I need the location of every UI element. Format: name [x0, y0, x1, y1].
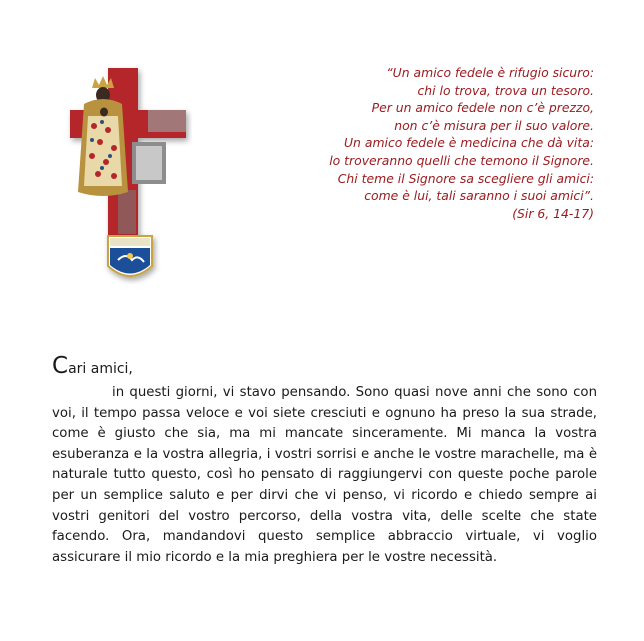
- quote-line: Per un amico fedele non c’è prezzo,: [371, 100, 594, 116]
- letter-body: in questi giorni, vi stavo pensando. Sono quasi nove anni che sono con voi, il tempo passa veloce e voi siete cresciuti e ognuno ha preso la sua strade, come è giusto che sia, ma mi mancate sinceramente. Mi manca la vostra esuberanza e la vostra allegria, i vostri sorrisi e anche le vostre marachelle, ma è naturale tutto questo, così ho pensato di raggiungervi con queste poche parole per un semplice saluto e per dirvi che vi penso, vi ricordo e chiedo sempre ai vostri genitori del vostro percorso, della vostra vita, delle scelte che state facendo. Ora, mandandovi questo semplice abbraccio virtuale, vi voglio assicurare il mio ricordo e la mia preghiera per le vostre necessità.: [52, 385, 597, 565]
- scripture-quote: [274, 64, 594, 222]
- quote-line: “Un amico fedele è rifugio sicuro:: [386, 65, 594, 80]
- quote-line: chi lo trova, trova un tesoro.: [417, 82, 594, 98]
- letter-salutation: [52, 353, 597, 379]
- quote-line: Chi teme il Signore sa scegliere gli amici:: [337, 170, 594, 186]
- quote-line: non c’è misura per il suo valore.: [394, 117, 594, 133]
- quote-reference: (Sir 6, 14-17): [512, 205, 594, 221]
- salutation-initial: C: [52, 353, 69, 379]
- letter: [52, 353, 597, 568]
- cross-logo-icon: [62, 60, 192, 292]
- quote-line: Un amico fedele è medicina che dà vita:: [343, 135, 594, 151]
- cross-madonna-logo: [62, 60, 192, 292]
- quote-line: come è lui, tali saranno i suoi amici”.: [364, 188, 594, 204]
- salutation-text: ari amici,: [68, 361, 133, 377]
- quote-line: lo troveranno quelli che temono il Signore.: [329, 152, 594, 168]
